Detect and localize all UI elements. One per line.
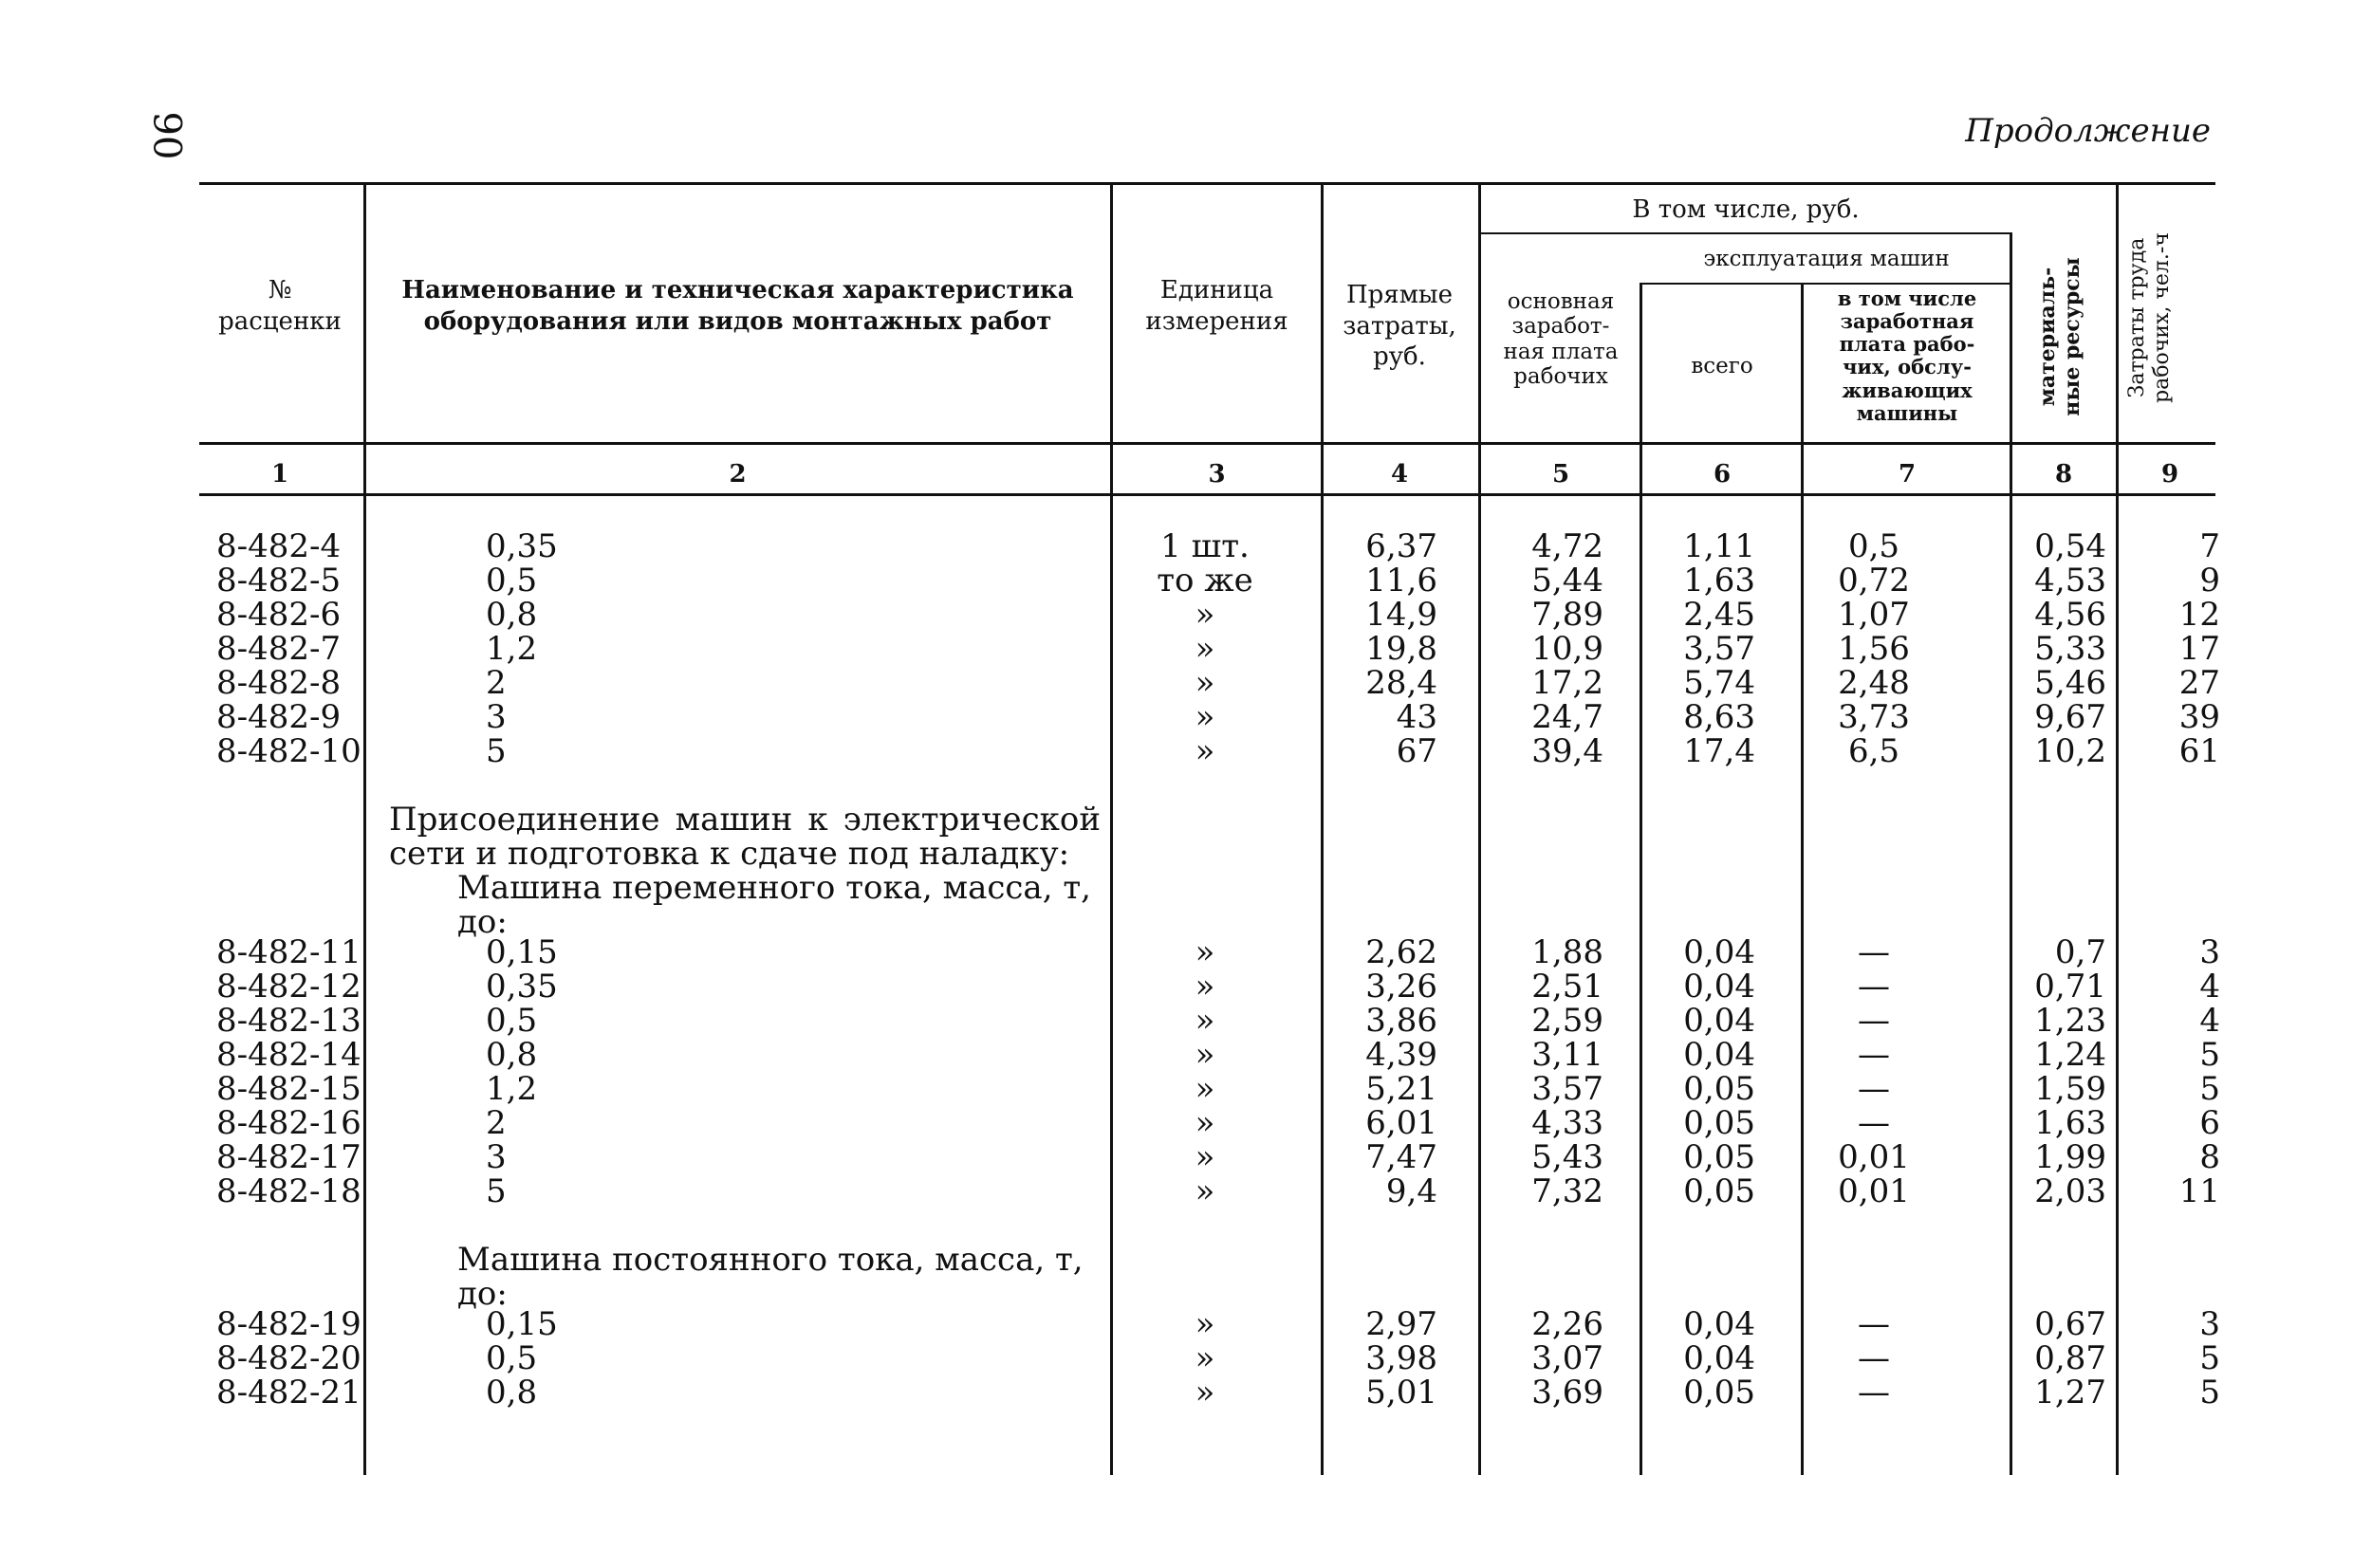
cell-labor: 3 bbox=[2199, 1305, 2220, 1343]
cell-direct-costs: 67 bbox=[1396, 732, 1437, 770]
cell-unit: 1 шт. bbox=[1160, 527, 1250, 565]
cell-materials: 1,23 bbox=[2034, 1002, 2106, 1040]
cell-direct-costs: 5,01 bbox=[1365, 1374, 1437, 1411]
cell-materials: 1,59 bbox=[2034, 1070, 2106, 1108]
cell-labor: 12 bbox=[2178, 596, 2220, 634]
cell-unit: » bbox=[1195, 1104, 1215, 1142]
cell-unit: » bbox=[1195, 968, 1215, 1005]
cell-direct-costs: 3,86 bbox=[1365, 1002, 1437, 1040]
cell-direct-costs: 11,6 bbox=[1365, 562, 1437, 600]
cell-labor: 9 bbox=[2199, 562, 2220, 600]
cell-direct-costs: 14,9 bbox=[1365, 596, 1437, 634]
table-row bbox=[0, 1140, 2353, 1174]
table-row bbox=[0, 666, 2353, 700]
cell-machine-total: 0,04 bbox=[1683, 1339, 1755, 1377]
cell-mass: 0,35 bbox=[486, 527, 558, 565]
cell-code: 8-482-9 bbox=[216, 698, 342, 736]
cell-machine-wage: — bbox=[1858, 1036, 1890, 1074]
vrule-7 bbox=[2010, 232, 2012, 1475]
cell-machine-wage: 2,48 bbox=[1838, 664, 1910, 702]
cell-base-wage: 10,9 bbox=[1531, 630, 1603, 668]
cell-materials: 9,67 bbox=[2034, 698, 2106, 736]
cell-machine-wage: — bbox=[1858, 1104, 1890, 1142]
cell-machine-total: 0,05 bbox=[1683, 1374, 1755, 1411]
cell-code: 8-482-13 bbox=[216, 1002, 361, 1040]
cell-machine-total: 17,4 bbox=[1683, 732, 1755, 770]
cell-machine-wage: — bbox=[1858, 1305, 1890, 1343]
cell-labor: 4 bbox=[2199, 968, 2220, 1005]
section-subtitle: Машина постоянного тока, масса, т, до: bbox=[457, 1241, 1084, 1313]
cell-unit: » bbox=[1195, 1002, 1215, 1040]
cell-labor: 5 bbox=[2199, 1339, 2220, 1377]
cell-labor: 5 bbox=[2199, 1374, 2220, 1411]
table-top-rule bbox=[199, 182, 2215, 185]
cell-direct-costs: 3,98 bbox=[1365, 1339, 1437, 1377]
cell-code: 8-482-7 bbox=[216, 630, 342, 668]
section-subtitle: Машина переменного тока, масса, т, до: bbox=[457, 869, 1091, 941]
cell-base-wage: 3,07 bbox=[1531, 1339, 1603, 1377]
cell-mass: 1,2 bbox=[486, 630, 538, 668]
cell-machine-total: 0,05 bbox=[1683, 1070, 1755, 1108]
header-col5: основная заработ- ная плата рабочих bbox=[1503, 289, 1619, 390]
cell-labor: 11 bbox=[2178, 1172, 2220, 1210]
cell-mass: 5 bbox=[486, 1172, 507, 1210]
cell-direct-costs: 4,39 bbox=[1365, 1036, 1437, 1074]
cell-labor: 8 bbox=[2199, 1138, 2220, 1176]
cell-base-wage: 1,88 bbox=[1531, 933, 1603, 971]
colnum-6: 6 bbox=[1713, 460, 1732, 489]
table-row bbox=[0, 598, 2353, 632]
cell-mass: 0,8 bbox=[486, 1374, 538, 1411]
colnum-1: 1 bbox=[270, 460, 289, 489]
cell-base-wage: 2,51 bbox=[1531, 968, 1603, 1005]
cell-machine-wage: — bbox=[1858, 1339, 1890, 1377]
cell-unit: » bbox=[1195, 698, 1215, 736]
table-row bbox=[0, 1004, 2353, 1038]
cell-materials: 2,03 bbox=[2034, 1172, 2106, 1210]
cell-machine-wage: 0,5 bbox=[1847, 527, 1900, 565]
cell-direct-costs: 2,62 bbox=[1365, 933, 1437, 971]
machine-rule bbox=[1641, 283, 2011, 285]
colnum-8: 8 bbox=[2054, 460, 2073, 489]
table-row bbox=[0, 563, 2353, 598]
cell-code: 8-482-15 bbox=[216, 1070, 361, 1108]
cell-mass: 0,5 bbox=[486, 1002, 538, 1040]
vrule-2 bbox=[1110, 185, 1113, 1475]
cell-mass: 3 bbox=[486, 698, 507, 736]
cell-machine-wage: 1,07 bbox=[1838, 596, 1910, 634]
cell-materials: 1,24 bbox=[2034, 1036, 2106, 1074]
cell-materials: 1,99 bbox=[2034, 1138, 2106, 1176]
group-rule bbox=[1480, 232, 2011, 234]
cell-base-wage: 3,57 bbox=[1531, 1070, 1603, 1108]
cell-machine-wage: — bbox=[1858, 1374, 1890, 1411]
cell-base-wage: 5,44 bbox=[1531, 562, 1603, 600]
cell-code: 8-482-21 bbox=[216, 1374, 361, 1411]
cell-direct-costs: 9,4 bbox=[1385, 1172, 1437, 1210]
cell-machine-total: 0,04 bbox=[1683, 1305, 1755, 1343]
cell-labor: 4 bbox=[2199, 1002, 2220, 1040]
cell-machine-total: 5,74 bbox=[1683, 664, 1755, 702]
cell-labor: 7 bbox=[2199, 527, 2220, 565]
table-row bbox=[0, 734, 2353, 768]
cell-machine-total: 1,11 bbox=[1683, 527, 1755, 565]
cell-code: 8-482-10 bbox=[216, 732, 361, 770]
table-row bbox=[0, 1038, 2353, 1072]
cell-mass: 0,15 bbox=[486, 1305, 558, 1343]
cell-direct-costs: 28,4 bbox=[1365, 664, 1437, 702]
cell-mass: 1,2 bbox=[486, 1070, 538, 1108]
cell-base-wage: 3,11 bbox=[1531, 1036, 1603, 1074]
cell-unit: » bbox=[1195, 664, 1215, 702]
cell-code: 8-482-6 bbox=[216, 596, 342, 634]
cell-mass: 2 bbox=[486, 1104, 507, 1142]
cell-base-wage: 7,32 bbox=[1531, 1172, 1603, 1210]
cell-mass: 0,35 bbox=[486, 968, 558, 1005]
cell-code: 8-482-14 bbox=[216, 1036, 361, 1074]
cell-unit: » bbox=[1195, 1070, 1215, 1108]
cell-base-wage: 39,4 bbox=[1531, 732, 1603, 770]
cell-direct-costs: 7,47 bbox=[1365, 1138, 1437, 1176]
cell-labor: 5 bbox=[2199, 1070, 2220, 1108]
cell-mass: 5 bbox=[486, 732, 507, 770]
cell-labor: 39 bbox=[2178, 698, 2220, 736]
cell-materials: 4,56 bbox=[2034, 596, 2106, 634]
cell-base-wage: 24,7 bbox=[1531, 698, 1603, 736]
cell-materials: 0,87 bbox=[2034, 1339, 2106, 1377]
colnum-bottom-rule bbox=[199, 493, 2215, 496]
colnum-5: 5 bbox=[1551, 460, 1570, 489]
cell-unit: то же bbox=[1157, 562, 1253, 600]
header-col7: в том числе заработная плата рабо- чих, обслу- живающих машины bbox=[1837, 286, 1977, 425]
cell-machine-total: 0,04 bbox=[1683, 933, 1755, 971]
cell-code: 8-482-12 bbox=[216, 968, 361, 1005]
cell-code: 8-482-5 bbox=[216, 562, 342, 600]
cell-machine-total: 0,05 bbox=[1683, 1138, 1755, 1176]
cell-code: 8-482-17 bbox=[216, 1138, 361, 1176]
cell-mass: 3 bbox=[486, 1138, 507, 1176]
continued-label: Продолжение bbox=[1965, 112, 2211, 150]
header-col6: всего bbox=[1691, 354, 1753, 378]
cell-labor: 5 bbox=[2199, 1036, 2220, 1074]
cell-unit: » bbox=[1195, 1172, 1215, 1210]
cell-base-wage: 4,33 bbox=[1531, 1104, 1603, 1142]
cell-direct-costs: 2,97 bbox=[1365, 1305, 1437, 1343]
cell-base-wage: 3,69 bbox=[1531, 1374, 1603, 1411]
header-col8: материаль- ные ресурсы bbox=[2035, 257, 2085, 416]
cell-machine-total: 1,63 bbox=[1683, 562, 1755, 600]
cell-materials: 4,53 bbox=[2034, 562, 2106, 600]
cell-machine-wage: 6,5 bbox=[1847, 732, 1900, 770]
vrule-5 bbox=[1640, 283, 1642, 1475]
cell-mass: 2 bbox=[486, 664, 507, 702]
vrule-3 bbox=[1321, 185, 1324, 1475]
cell-code: 8-482-19 bbox=[216, 1305, 361, 1343]
cell-materials: 1,63 bbox=[2034, 1104, 2106, 1142]
cell-base-wage: 7,89 bbox=[1531, 596, 1603, 634]
cell-machine-wage: — bbox=[1858, 968, 1890, 1005]
cell-code: 8-482-11 bbox=[216, 933, 361, 971]
colnum-7: 7 bbox=[1898, 460, 1917, 489]
cell-machine-total: 0,04 bbox=[1683, 1002, 1755, 1040]
cell-direct-costs: 43 bbox=[1396, 698, 1437, 736]
header-col9: Затраты труда рабочих, чел.-ч bbox=[2125, 232, 2175, 403]
cell-base-wage: 4,72 bbox=[1531, 527, 1603, 565]
page-number: 90 bbox=[144, 111, 189, 160]
cell-mass: 0,15 bbox=[486, 933, 558, 971]
cell-unit: » bbox=[1195, 732, 1215, 770]
cell-machine-total: 8,63 bbox=[1683, 698, 1755, 736]
cell-code: 8-482-8 bbox=[216, 664, 342, 702]
cell-mass: 0,8 bbox=[486, 1036, 538, 1074]
cell-machine-wage: 0,72 bbox=[1838, 562, 1910, 600]
cell-direct-costs: 5,21 bbox=[1365, 1070, 1437, 1108]
cell-materials: 10,2 bbox=[2034, 732, 2106, 770]
vrule-6 bbox=[1801, 283, 1804, 1475]
cell-unit: » bbox=[1195, 1138, 1215, 1176]
header-col3: Единица измерения bbox=[1145, 276, 1288, 336]
table-row bbox=[0, 969, 2353, 1004]
cell-machine-total: 0,04 bbox=[1683, 1036, 1755, 1074]
table-row bbox=[0, 1106, 2353, 1140]
header-bottom-rule bbox=[199, 442, 2215, 445]
cell-unit: » bbox=[1195, 596, 1215, 634]
table-row bbox=[0, 1072, 2353, 1106]
cell-materials: 1,27 bbox=[2034, 1374, 2106, 1411]
cell-direct-costs: 3,26 bbox=[1365, 968, 1437, 1005]
cell-unit: » bbox=[1195, 1036, 1215, 1074]
table-row bbox=[0, 1307, 2353, 1341]
cell-machine-total: 0,04 bbox=[1683, 968, 1755, 1005]
header-col4: Прямые затраты, руб. bbox=[1343, 281, 1456, 371]
cell-mass: 0,5 bbox=[486, 1339, 538, 1377]
cell-code: 8-482-16 bbox=[216, 1104, 361, 1142]
cell-base-wage: 17,2 bbox=[1531, 664, 1603, 702]
cell-materials: 0,71 bbox=[2034, 968, 2106, 1005]
header-group: В том числе, руб. bbox=[1632, 195, 1860, 224]
cell-machine-total: 3,57 bbox=[1683, 630, 1755, 668]
cell-unit: » bbox=[1195, 1339, 1215, 1377]
cell-base-wage: 2,26 bbox=[1531, 1305, 1603, 1343]
colnum-2: 2 bbox=[729, 460, 747, 489]
cell-materials: 0,54 bbox=[2034, 527, 2106, 565]
header-col1: № расценки bbox=[218, 276, 342, 336]
cell-machine-total: 0,05 bbox=[1683, 1172, 1755, 1210]
colnum-4: 4 bbox=[1390, 460, 1409, 489]
cell-machine-wage: — bbox=[1858, 1070, 1890, 1108]
cell-labor: 3 bbox=[2199, 933, 2220, 971]
cell-labor: 17 bbox=[2178, 630, 2220, 668]
cell-materials: 0,67 bbox=[2034, 1305, 2106, 1343]
cell-base-wage: 5,43 bbox=[1531, 1138, 1603, 1176]
table-row bbox=[0, 529, 2353, 563]
cell-machine-wage: 0,01 bbox=[1838, 1138, 1910, 1176]
cell-machine-wage: — bbox=[1858, 933, 1890, 971]
cell-direct-costs: 19,8 bbox=[1365, 630, 1437, 668]
cell-materials: 5,46 bbox=[2034, 664, 2106, 702]
section-title: Присоединение машин к электрической сети и подготовка к сдаче под наладку: bbox=[389, 801, 1101, 873]
table-row bbox=[0, 1341, 2353, 1375]
cell-machine-total: 0,05 bbox=[1683, 1104, 1755, 1142]
cell-labor: 6 bbox=[2199, 1104, 2220, 1142]
cell-machine-wage: — bbox=[1858, 1002, 1890, 1040]
cell-labor: 27 bbox=[2178, 664, 2220, 702]
table-row bbox=[0, 1375, 2353, 1410]
cell-unit: » bbox=[1195, 1305, 1215, 1343]
cell-materials: 5,33 bbox=[2034, 630, 2106, 668]
cell-machine-total: 2,45 bbox=[1683, 596, 1755, 634]
cell-code: 8-482-20 bbox=[216, 1339, 361, 1377]
cell-code: 8-482-4 bbox=[216, 527, 342, 565]
table-row bbox=[0, 632, 2353, 666]
cell-unit: » bbox=[1195, 1374, 1215, 1411]
cell-direct-costs: 6,37 bbox=[1365, 527, 1437, 565]
cell-base-wage: 2,59 bbox=[1531, 1002, 1603, 1040]
cell-mass: 0,8 bbox=[486, 596, 538, 634]
cell-machine-wage: 0,01 bbox=[1838, 1172, 1910, 1210]
cell-code: 8-482-18 bbox=[216, 1172, 361, 1210]
cell-unit: » bbox=[1195, 630, 1215, 668]
cell-unit: » bbox=[1195, 933, 1215, 971]
table-row bbox=[0, 935, 2353, 969]
header-machine-group: эксплуатация машин bbox=[1703, 247, 1950, 271]
table-row bbox=[0, 1174, 2353, 1208]
cell-machine-wage: 1,56 bbox=[1838, 630, 1910, 668]
vrule-4 bbox=[1478, 185, 1481, 1475]
cell-mass: 0,5 bbox=[486, 562, 538, 600]
cell-materials: 0,7 bbox=[2054, 933, 2106, 971]
cell-machine-wage: 3,73 bbox=[1838, 698, 1910, 736]
header-col2: Наименование и техническая характеристика оборудования или видов монтажных работ bbox=[401, 276, 1074, 336]
colnum-3: 3 bbox=[1208, 460, 1226, 489]
colnum-9: 9 bbox=[2160, 460, 2179, 489]
vrule-1 bbox=[363, 185, 366, 1475]
vrule-8 bbox=[2116, 185, 2119, 1475]
cell-direct-costs: 6,01 bbox=[1365, 1104, 1437, 1142]
cell-labor: 61 bbox=[2178, 732, 2220, 770]
table-row bbox=[0, 700, 2353, 734]
